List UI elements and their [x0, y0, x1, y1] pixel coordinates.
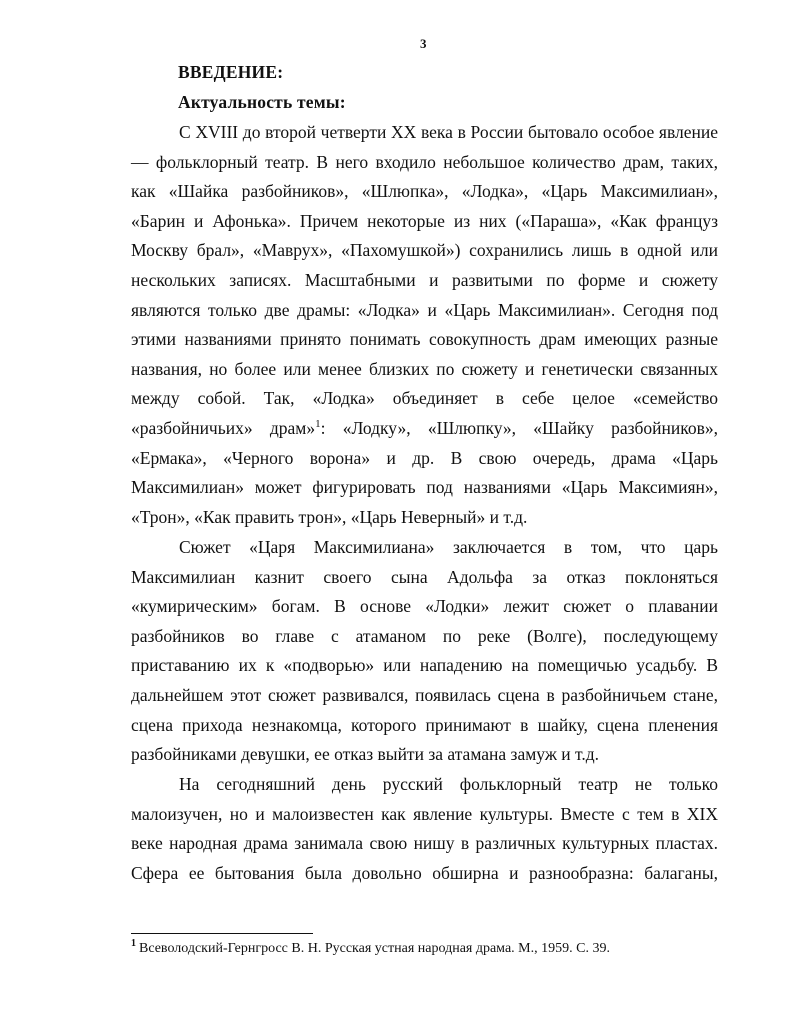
text-line: этими названиями принято понимать совокупность драм имеющих разные — [131, 329, 718, 350]
text-line: веке народная драма занимала свою нишу в различных культурных пластах. — [131, 833, 718, 854]
subsection-title: Актуальность темы: — [178, 92, 346, 112]
text-line: Сюжет «Царя Максимилиана» заключается в том, что царь — [179, 537, 718, 557]
text-line: разбойников во главе с атаманом по реке (Волге), последующему — [131, 625, 718, 646]
footnote-reference: 1 — [315, 418, 321, 431]
text-line: нескольких записях. Масштабными и развитыми по форме и сюжету — [131, 269, 718, 290]
text-line: «Трон», «Как править трон», «Царь Неверный» и т.д. — [131, 506, 528, 527]
text-line: Максимилиан казнит своего сына Адольфа за отказ поклоняться — [131, 566, 718, 587]
section-title: ВВЕДЕНИЕ: — [178, 62, 284, 82]
footnote-mark: 1 — [131, 938, 136, 950]
text-line: являются только две драмы: «Лодка» и «Царь Максимилиан». Сегодня под — [131, 299, 718, 320]
text-line: разбойниками девушки, ее отказ выйти за атамана замуж и т.д. — [131, 744, 600, 765]
text-line: сцена прихода незнакомца, которого принимают в шайку, сцена пленения — [131, 714, 718, 735]
text-line: На сегодняшний день русский фольклорный театр не только — [179, 774, 718, 794]
text-line: между собой. Так, «Лодка» объединяет в себе целое «семейство — [131, 388, 718, 409]
text-line: — фольклорный театр. В него входило небольшое количество драм, таких, — [131, 151, 718, 172]
footnote-text: Всеволодский-Гернгросс В. Н. Русская устная народная драма. М., 1959. С. 39. — [139, 941, 610, 956]
paragraph-3 — [131, 770, 718, 888]
text-line: Москву брал», «Маврух», «Пахомушкой») сохранились лишь в одной или — [131, 240, 718, 261]
paragraph-1 — [131, 118, 718, 532]
paragraph-2 — [131, 533, 718, 770]
text-line: как «Шайка разбойников», «Шлюпка», «Лодка», «Царь Максимилиан», — [131, 181, 718, 202]
text-line: дальнейшем этот сюжет развивался, появилась сцена в разбойничьем стане, — [131, 684, 718, 705]
text-line: «Барин и Афонька». Причем некоторые из них («Параша», «Как француз — [131, 210, 718, 231]
text-line-with-footnote — [131, 414, 718, 444]
page-number: 3 — [420, 36, 427, 51]
text-line: С XVIII до второй четверти XX века в России бытовало особое явление — [179, 122, 718, 142]
text-segment: : «Лодку», «Шлюпку», «Шайку разбойников», — [320, 417, 719, 438]
text-line: приставанию их к «подворью» или нападению на помещичью усадьбу. В — [131, 655, 718, 676]
text-line: «Ермака», «Черного ворона» и др. В свою очередь, драма «Царь — [131, 447, 718, 468]
text-segment: «разбойничьих» драм» — [131, 417, 316, 438]
text-line: «кумирическим» богам. В основе «Лодки» лежит сюжет о плавании — [131, 596, 718, 617]
text-line: Сфера ее бытования была довольно обширна и разнообразна: балаганы, — [131, 862, 718, 883]
text-line: малоизучен, но и малоизвестен как явление культуры. Вместе с тем в XIX — [131, 803, 718, 824]
footnote-separator — [131, 933, 313, 934]
footnote — [131, 938, 610, 957]
text-line: названия, но более или менее близких по сюжету и генетически связанных — [131, 358, 718, 379]
text-line: Максимилиан» может фигурировать под названиями «Царь Максимиян», — [131, 477, 718, 498]
